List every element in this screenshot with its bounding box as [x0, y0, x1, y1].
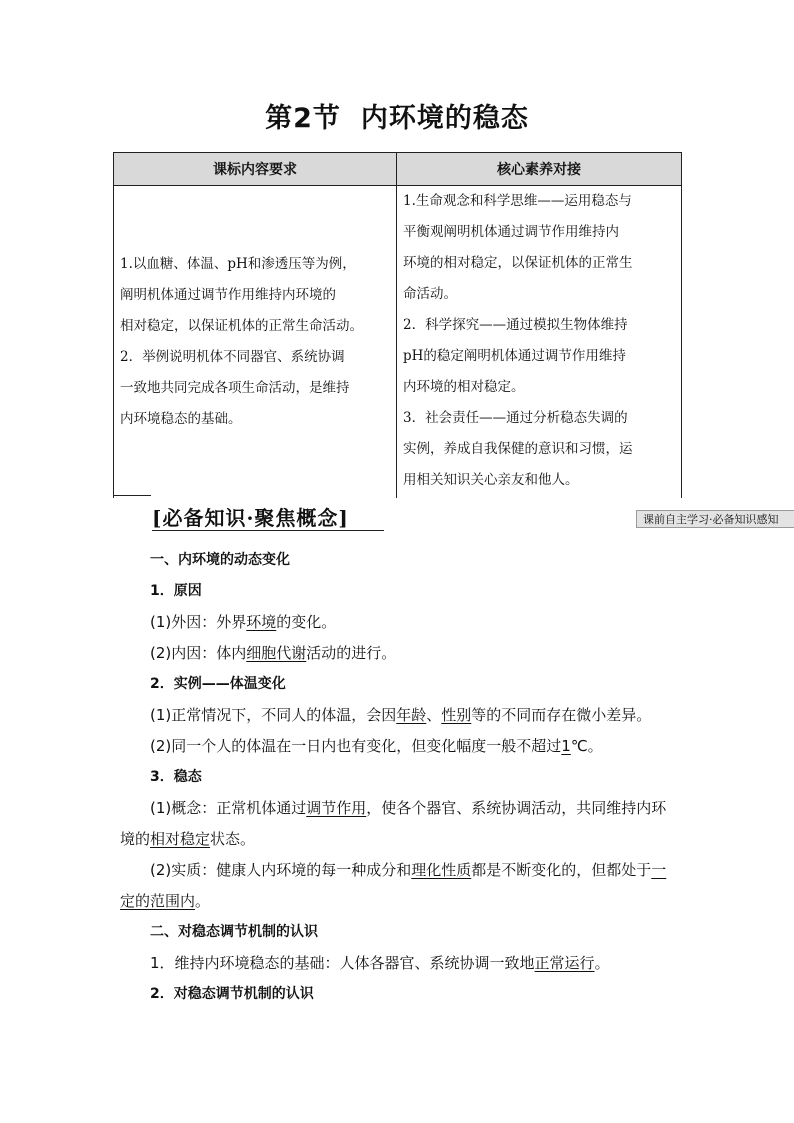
text-line: 内环境稳态的基础。 — [120, 411, 242, 427]
text-line: 用相关知识关心亲友和他人。 — [403, 472, 579, 488]
text-line: 命活动。 — [403, 286, 457, 302]
paragraph-basis — [120, 948, 680, 979]
text: 。 — [594, 954, 610, 972]
paragraph-essence — [120, 855, 680, 917]
text-line: 1.生命观念和科学思维——运用稳态与 — [403, 193, 632, 209]
heading-regulation-mechanism: 二、对稳态调节机制的认识 — [150, 924, 318, 940]
text: (2)实质：健康人内环境的每一种成分和 — [150, 861, 412, 879]
paragraph-daily-temp-change — [120, 731, 680, 762]
subheading-mechanism: 2．对稳态调节机制的认识 — [150, 986, 314, 1002]
text: 、 — [426, 706, 442, 724]
paragraph-internal-cause — [120, 638, 680, 669]
text: 等的不同而存在微小差异。 — [471, 706, 652, 724]
paragraph-body-temp-variance — [120, 700, 680, 731]
text-line: 相对稳定，以保证机体的正常生命活动。 — [120, 318, 363, 334]
text: 的变化。 — [276, 613, 337, 631]
answer-underline: 1 — [561, 737, 571, 755]
text: ，使各个器官、系统协调活动，共同维持内环境的 — [120, 799, 667, 848]
section-heading: [必备知识·聚焦概念] — [152, 506, 349, 530]
answer-underline: 调节作用 — [306, 799, 367, 817]
text-line: 1.以血糖、体温、pH和渗透压等为例， — [120, 256, 356, 272]
text-line: 3．社会责任——通过分析稳态失调的 — [403, 410, 628, 426]
paragraph-concept — [120, 793, 680, 855]
header-curriculum-requirements: 课标内容要求 — [114, 153, 397, 186]
answer-underline: 理化性质 — [411, 861, 472, 879]
section-number: 第2节 — [265, 103, 341, 134]
text: 都是不断变化的，但都处于 — [471, 861, 652, 879]
text: 。 — [195, 892, 211, 910]
answer-underline: 性别 — [441, 706, 472, 724]
answer-underline: 相对稳定 — [150, 830, 211, 848]
text-line: 平衡观阐明机体通过调节作用维持内 — [403, 224, 619, 240]
curriculum-requirements-cell — [114, 186, 397, 499]
body-content — [120, 545, 680, 1010]
subheading-example: 2．实例——体温变化 — [150, 676, 286, 692]
text: 1．维持内环境稳态的基础：人体各器官、系统协调一致地 — [150, 954, 535, 972]
section-title: 内环境的稳态 — [360, 103, 529, 134]
paragraph-external-cause — [120, 607, 680, 638]
answer-underline: 环境 — [246, 613, 277, 631]
text-line: 一致地共同完成各项生命活动，是维持 — [120, 380, 350, 396]
table-bottom-rule — [113, 495, 151, 496]
page-title — [0, 96, 794, 135]
subheading-causes: 1．原因 — [150, 583, 202, 599]
header-core-competencies: 核心素养对接 — [397, 153, 682, 186]
answer-underline: 年龄 — [396, 706, 427, 724]
side-tag: 课前自主学习·必备知识感知 — [636, 510, 794, 528]
text: (2)内因：体内 — [150, 644, 247, 662]
text: ℃。 — [570, 737, 603, 755]
text-line: 内环境的相对稳定。 — [403, 379, 525, 395]
text-line: 阐明机体通过调节作用维持内环境的 — [120, 287, 336, 303]
text-line: 2．举例说明机体不同器官、系统协调 — [120, 349, 345, 365]
text: 活动的进行。 — [306, 644, 397, 662]
text-line: 环境的相对稳定，以保证机体的正常生 — [403, 255, 633, 271]
text-line: 2．科学探究——通过模拟生物体维持 — [403, 317, 628, 333]
answer-underline: 细胞代谢 — [246, 644, 307, 662]
text-line: 实例，养成自我保健的意识和习惯，运 — [403, 441, 633, 457]
answer-underline: 正常运行 — [534, 954, 595, 972]
text-line: pH的稳定阐明机体通过调节作用维持 — [403, 348, 626, 364]
text: (1)概念：正常机体通过 — [150, 799, 307, 817]
text: (2)同一个人的体温在一日内也有变化，但变化幅度一般不超过 — [150, 737, 562, 755]
requirements-table — [113, 152, 682, 498]
text: (1)外因：外界 — [150, 613, 247, 631]
text: (1)正常情况下，不同人的体温，会因 — [150, 706, 397, 724]
section-heading-underline — [152, 530, 384, 531]
core-competencies-cell — [397, 186, 682, 499]
text: 状态。 — [210, 830, 256, 848]
answer-underline: 一定的范围内 — [120, 861, 667, 910]
heading-dynamic-changes: 一、内环境的动态变化 — [150, 552, 290, 568]
subheading-homeostasis: 3．稳态 — [150, 769, 202, 785]
